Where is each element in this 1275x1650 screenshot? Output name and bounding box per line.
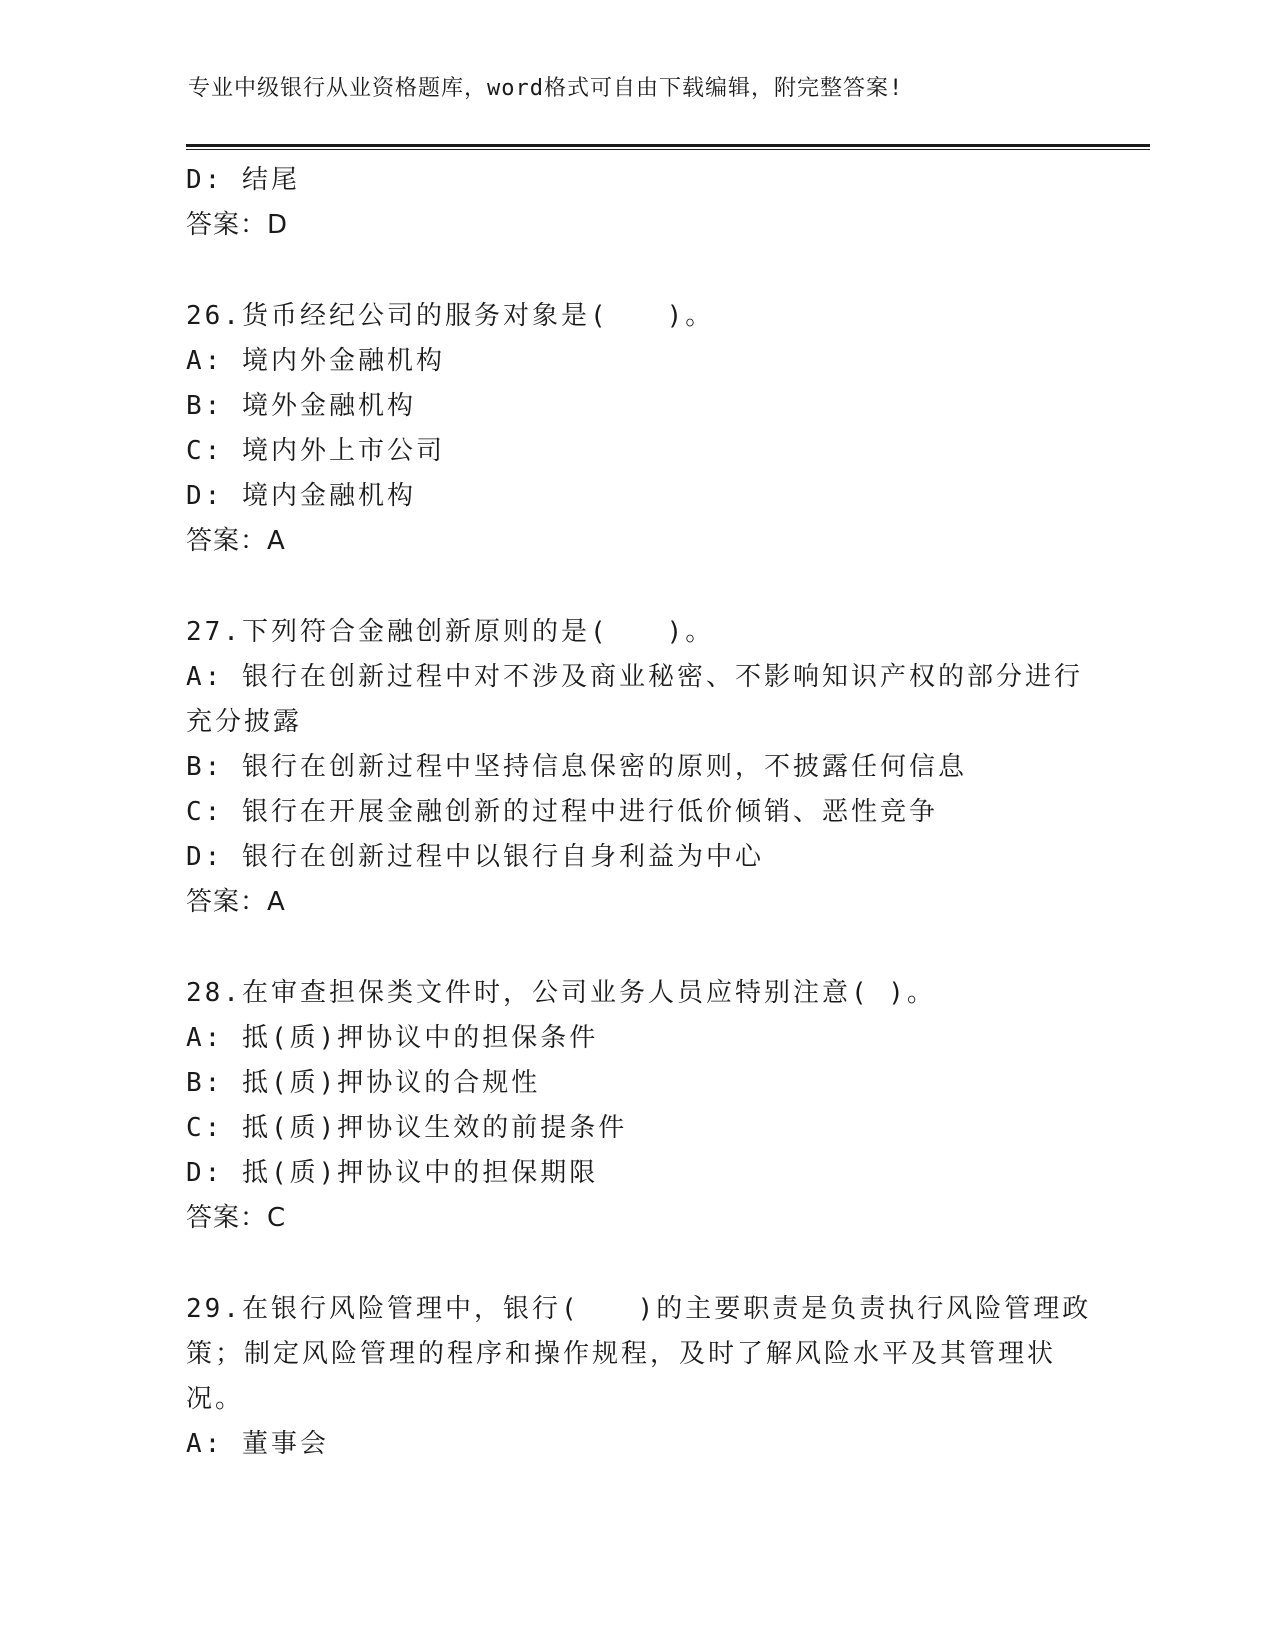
option-d: D: 抵(质)押协议中的担保期限 (186, 1158, 599, 1188)
option-c: C: 银行在开展金融创新的过程中进行低价倾销、恶性竞争 (186, 797, 938, 827)
prev-answer: 答案：D (186, 210, 289, 240)
option-c: C: 境内外上市公司 (186, 436, 445, 466)
spacer (186, 564, 1126, 610)
page-header: 专业中级银行从业资格题库，word格式可自由下载编辑，附完整答案! (188, 76, 904, 101)
option-d: D: 银行在创新过程中以银行自身利益为中心 (186, 842, 764, 872)
option-a: A: 银行在创新过程中对不涉及商业秘密、不影响知识产权的部分进行 (186, 662, 1083, 692)
option-a: A: 境内外金融机构 (186, 346, 445, 376)
question-27 (186, 610, 1126, 925)
question-stem: 29.在银行风险管理中，银行( )的主要职责是负责执行风险管理政 (186, 1294, 1092, 1324)
header-divider (186, 144, 1150, 150)
answer: 答案：A (186, 526, 286, 556)
option-a: A: 董事会 (186, 1429, 329, 1459)
option-a: A: 抵(质)押协议中的担保条件 (186, 1023, 599, 1053)
question-stem: 27.下列符合金融创新原则的是( )。 (186, 617, 715, 647)
option-b: B: 抵(质)押协议的合规性 (186, 1068, 541, 1098)
question-stem-continued: 策；制定风险管理的程序和操作规程，及时了解风险水平及其管理状 (186, 1339, 1057, 1369)
prev-option-d: D: 结尾 (186, 165, 300, 195)
spacer (186, 1241, 1126, 1287)
question-stem: 28.在审查担保类文件时，公司业务人员应特别注意( )。 (186, 978, 936, 1008)
question-stem-continued: 况。 (186, 1384, 245, 1414)
question-stem: 26.货币经纪公司的服务对象是( )。 (186, 301, 715, 331)
option-a-continued: 充分披露 (186, 707, 303, 737)
option-d: D: 境内金融机构 (186, 481, 416, 511)
option-c: C: 抵(质)押协议生效的前提条件 (186, 1113, 628, 1143)
question-28 (186, 971, 1126, 1241)
question-26 (186, 294, 1126, 564)
option-b: B: 银行在创新过程中坚持信息保密的原则，不披露任何信息 (186, 752, 967, 782)
spacer (186, 925, 1126, 971)
spacer (186, 248, 1126, 294)
option-b: B: 境外金融机构 (186, 391, 416, 421)
question-content (186, 158, 1126, 1467)
answer: 答案：A (186, 887, 286, 917)
answer: 答案：C (186, 1203, 287, 1233)
question-29 (186, 1287, 1126, 1467)
